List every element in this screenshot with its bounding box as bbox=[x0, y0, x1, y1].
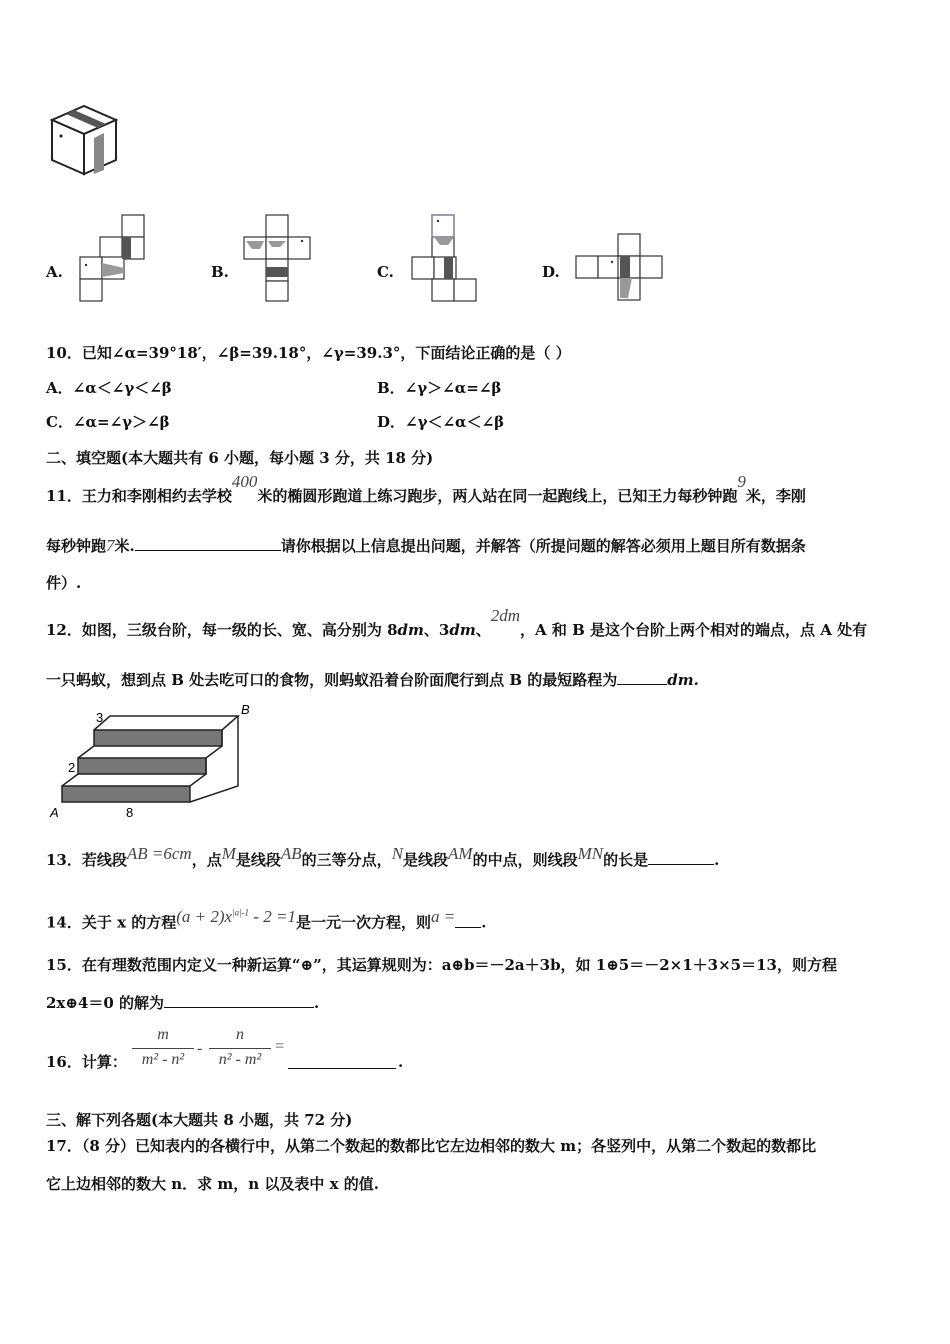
staircase-figure bbox=[46, 702, 276, 822]
q13-answer-blank[interactable] bbox=[648, 850, 714, 865]
q10-option-a[interactable]: A．∠α＜∠γ＜∠β bbox=[46, 379, 172, 397]
section-2-heading: 二、填空题(本大题共有 6 小题，每小题 3 分，共 18 分) bbox=[46, 449, 434, 467]
stair-label-3: 3 bbox=[96, 710, 104, 725]
q16-equals: = bbox=[274, 1038, 285, 1055]
net-option-b bbox=[242, 213, 312, 303]
net-option-a bbox=[78, 213, 148, 303]
q16-fraction-1: m m² - n² bbox=[132, 1026, 194, 1074]
option-c-label[interactable]: C. bbox=[377, 263, 394, 281]
option-a-label[interactable]: A. bbox=[46, 263, 63, 281]
q16-answer-blank[interactable] bbox=[288, 1054, 396, 1069]
q16-minus: - bbox=[197, 1040, 203, 1057]
q11-math-9: 9 bbox=[737, 472, 746, 491]
q12-line1: 12．如图，三级台阶，每一级的长、宽、高分别为 8dm、3dm、2dm，A 和 B 是这个台阶上两个相对的端点，点 A 处有 bbox=[46, 606, 868, 639]
option-b-label[interactable]: B. bbox=[211, 263, 229, 281]
cube-figure bbox=[46, 100, 121, 180]
q10-option-b[interactable]: B．∠γ＞∠α=∠β bbox=[377, 379, 502, 397]
q14-line: 14．关于 x 的方程$(a + 2)x^{|a|-1} - 2 =1$是一元一次方程，则a = . bbox=[46, 906, 487, 932]
stair-label-a: A bbox=[50, 805, 59, 820]
q12-math-2dm: 2dm bbox=[490, 606, 521, 625]
q11-line3: 件）. bbox=[46, 574, 82, 592]
stair-label-b: B bbox=[241, 702, 250, 717]
q17-line2: 它上边相邻的数大 n．求 m，n 以及表中 x 的值. bbox=[46, 1175, 379, 1193]
q17-line1: 17．（8 分）已知表内的各横行中，从第二个数起的数都比它左边相邻的数大 m；各竖列中，从第二个数起的数都比 bbox=[46, 1137, 817, 1155]
q11-answer-blank[interactable] bbox=[135, 536, 281, 551]
option-d-label[interactable]: D. bbox=[542, 263, 560, 281]
stair-label-8: 8 bbox=[126, 805, 134, 820]
q10-stem: 10．已知∠α=39°18′，∠β=39.18°，∠γ=39.3°，下面结论正确的是（ ） bbox=[46, 344, 571, 362]
q11-line2: 每秒钟跑7米. 请你根据以上信息提出问题，并解答（所提问题的解答必须用上题目所有数据条 bbox=[46, 536, 806, 555]
q14-equation: $(a + 2)x^{|a|-1} - 2 =1$ bbox=[176, 906, 296, 926]
q11-line1: 11．王力和李刚相约去学校400米的椭圆形跑道上练习跑步，两人站在同一起跑线上，已知王力每秒钟跑9米，李刚 bbox=[46, 472, 806, 505]
q12-answer-blank[interactable] bbox=[617, 670, 667, 685]
section-3-heading: 三、解下列各题(本大题共 8 小题，共 72 分) bbox=[46, 1111, 353, 1129]
net-option-c bbox=[408, 213, 488, 303]
q16-fraction-2: n n² - m² bbox=[209, 1026, 271, 1074]
q10-option-d[interactable]: D．∠γ＜∠α＜∠β bbox=[377, 413, 505, 431]
stair-label-2: 2 bbox=[68, 760, 76, 775]
q13-line: 13．若线段AB =6cm，点M是线段AB的三等分点，N是线段AM的中点，则线段MN的长是 . bbox=[46, 844, 720, 869]
q11-math-400: 400 bbox=[231, 472, 258, 491]
q14-answer-blank[interactable] bbox=[455, 913, 481, 928]
q15-line1: 15．在有理数范围内定义一种新运算“⊕”，其运算规则为：a⊕b＝－2a＋3b，如 1⊕5＝－2×1＋3×5＝13，则方程 bbox=[46, 956, 837, 974]
q12-line2: 一只蚂蚁，想到点 B 处去吃可口的食物，则蚂蚁沿着台阶面爬行到点 B 的最短路程为 dm. bbox=[46, 671, 699, 689]
q11-math-7: 7 bbox=[106, 536, 115, 555]
q10-option-c[interactable]: C．∠α=∠γ＞∠β bbox=[46, 413, 170, 431]
q16-label: 16．计算： bbox=[46, 1053, 127, 1071]
q15-answer-blank[interactable] bbox=[164, 993, 314, 1008]
net-option-d bbox=[574, 232, 664, 304]
q15-line2: 2x⊕4＝0 的解为 . bbox=[46, 994, 320, 1012]
